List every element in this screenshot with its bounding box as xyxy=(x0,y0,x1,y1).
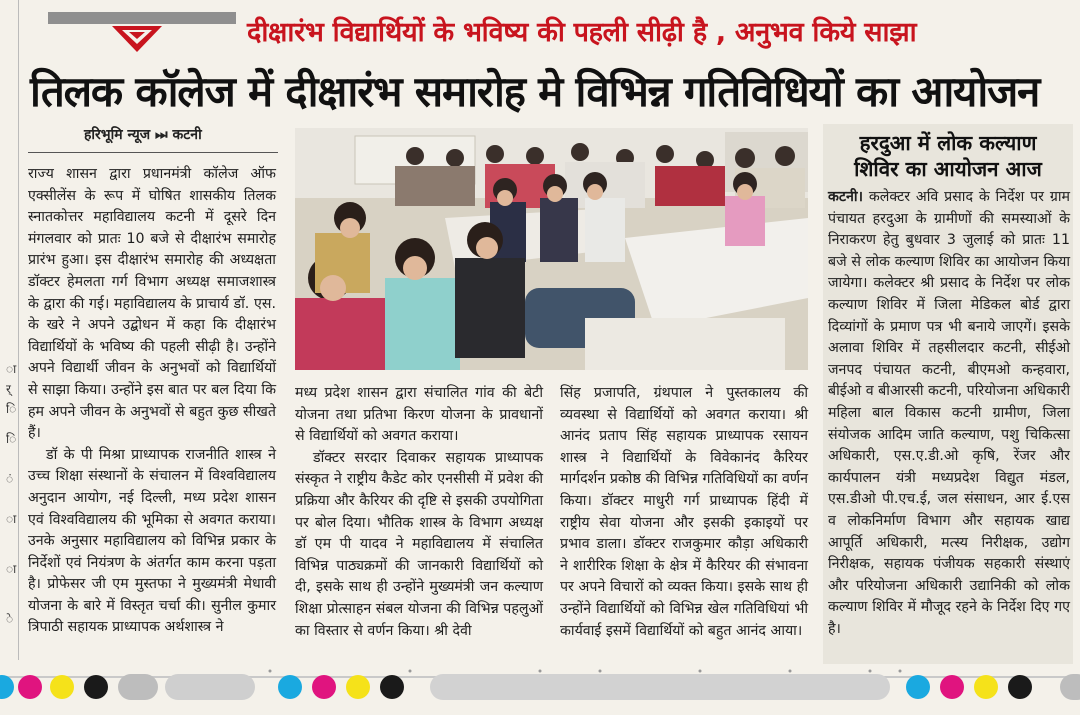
article-byline: हरिभूमि न्यूज ⏭ कटनी xyxy=(84,127,202,143)
article-column-3 xyxy=(560,383,808,642)
article-paragraph: डॉ के पी मिश्रा प्राध्यापक राजनीति शास्त्र ने उच्च शिक्षा संस्थानों के संचालन में विश्वविद्यालय अनुदान आयोग, नई दिल्ली, मध्य प्रदेश शासन एवं विश्वविद्यालय की भूमिका से अवगत कराया। उनके अनुसार महाविद्यालय को विभिन्न प्रकार के निर्देशों एवं नियंत्रण के अंतर्गत काम करना पड़ता है। प्रोफेसर जी एम मुस्तफा ने मुख्यमंत्री मेधावी योजना के बारे में विस्तृत चर्चा की। सुनील कुमार त्रिपाठी सहायक प्राध्यापक अर्थशास्त्र ने xyxy=(28,446,276,636)
registration-strip xyxy=(0,668,1080,708)
byline-rule xyxy=(28,152,278,153)
sidebar-body xyxy=(828,187,1070,640)
article-paragraph: मध्य प्रदेश शासन द्वारा संचालित गांव की बेटी योजना तथा प्रतिभा किरण योजना के प्रावधानों से विद्यार्थियों को अवगत कराया। xyxy=(295,385,543,445)
article-paragraph: डॉक्टर सरदार दिवाकर सहायक प्राध्यापक संस्कृत ने राष्ट्रीय कैडेट कोर एनसीसी में प्रवेश की प्रक्रिया और कैरियर की दृष्टि से इसकी उपयोगिता पर बोल दिया। भौतिक शास्त्र के विभाग अध्यक्ष डॉ एम पी यादव ने महाविद्यालय में संचालित विभिन्न पाठ्यक्रमों की जानकारी विद्यार्थियों को दी, इसके साथ ही उन्होंने मुख्यमंत्री जन कल्याण शिक्षा प्रोत्साहन संबल योजना की विभिन्न पहलुओं का विस्तार से वर्णन किया। श्री देवी xyxy=(295,449,543,639)
sidebar-headline-line: शिविर का आयोजन आज xyxy=(854,157,1042,181)
article-kicker: दीक्षारंभ विद्यार्थियों के भविष्य की पहली सीढ़ी है , अनुभव किये साझा xyxy=(247,17,917,48)
article-paragraph: राज्य शासन द्वारा प्रधानमंत्री कॉलेज ऑफ एक्सीलेंस के रूप में घोषित शासकीय तिलक स्नातकोत्तर महाविद्यालय कटनी में दूसरे दिन मंगलवार को प्रातः 10 बजे से दीक्षारंभ समारोह प्रारंभ हुआ। इस दीक्षारंभ समारोह की अध्यक्षता डॉक्टर हेमलता गर्ग विभाग अध्यक्ष समाजशास्त्र के द्वारा की गई। महाविद्यालय के प्राचार्य डॉ. एस. के खरे ने अपने उद्बोधन में कहा कि दीक्षारंभ विद्यार्थियों के भविष्य की पहली सीढ़ी है। उन्होंने अपने विद्यार्थी जीवन के अनुभवों को विद्यार्थियों से साझा किया। उन्होंने इस बात पर बल दिया कि हम अपने जीवन के अनुभवों से बहुत कुछ सीखते हैं। xyxy=(28,166,276,442)
classroom-photo xyxy=(295,128,808,370)
article-column-1 xyxy=(28,164,276,639)
previous-column-edge: ा र् ि ि ं ा ा े xyxy=(0,0,19,660)
sidebar-headline-line: हरदुआ में लोक कल्याण xyxy=(859,131,1037,155)
sidebar-dateline: कटनी। xyxy=(828,189,863,205)
article-column-2 xyxy=(295,383,543,642)
article-headline: तिलक कॉलेज में दीक्षारंभ समारोह मे विभिन्न गतिविधियों का आयोजन xyxy=(30,67,1040,116)
chevron-down-icon xyxy=(112,26,162,54)
sidebar-headline xyxy=(826,130,1070,182)
sidebar-text: कलेक्टर अवि प्रसाद के निर्देश पर ग्राम पंचायत हरदुआ के ग्रामीणों की समस्याओं के निराकरण हेतु बुधवार 3 जुलाई को प्रातः 11 बजे से लोक कल्याण शिविर का आयोजन किया जायेगा। कलेक्टर श्री प्रसाद के निर्देश पर लोक कल्याण शिविर में जिला मेडिकल बोर्ड द्वारा दिव्यांगों के प्रमाण पत्र भी बनाये जाएगें। इसके अलावा शिविर में तहसीलदार कटनी, सीईओ जनपद पंचायत कटनी, बीएमओ कन्हवारा, बीईओ व बीआरसी कटनी, परियोजना अधिकारी महिला बाल विकास कटनी ग्रामीण, जिला संयोजक आदिम जाति कल्याण, पशु चिकित्सा अधिकारी, एस.ए.डी.ओ कृषि, रेंजर और कार्यपालन यंत्री मध्यप्रदेश विद्युत मंडल, एस.डीओ पी.एच.ई, जल संसाधन, आर ई.एस व लोकनिर्माण विभाग और सहायक खाद्य आपूर्ति अधिकारी, मत्स्य निरीक्षक, उद्योग निरीक्षक, सहायक पंजीयक सहकारी संस्थाएं और परियोजना अधिकारी उद्यानिकी को लोक कल्याण शिविर में मौजूद रहने के निर्देश दिए गए है। xyxy=(828,189,1070,637)
section-bar xyxy=(48,12,236,24)
students-image xyxy=(295,128,808,370)
article-paragraph: सिंह प्रजापति, ग्रंथपाल ने पुस्तकालय की व्यवस्था से विद्यार्थियों को अवगत कराया। श्री आनंद प्रताप सिंह सहायक प्राध्यापक रसायन शास्त्र ने विद्यार्थियों के विवेकानंद कैरियर मार्गदर्शन प्रकोष्ठ की विभिन्न गतिविधियों का वर्णन किया। डॉक्टर माधुरी गर्ग प्राध्यापक हिंदी में राष्ट्रीय सेवा योजना और इसकी इकाइयों पर प्रभाव डाला। डॉक्टर राजकुमार कौड़ा अधिकारी ने शारीरिक शिक्षा के क्षेत्र में कैरियर की संभावना पर अपने विचारों को व्यक्त किया। इसके साथ ही उन्होंने विद्यार्थियों को विभिन्न खेल गतिविधियां भी कार्यवाई इसमें विद्यार्थियों को बहुत आनंद आया। xyxy=(560,385,808,639)
